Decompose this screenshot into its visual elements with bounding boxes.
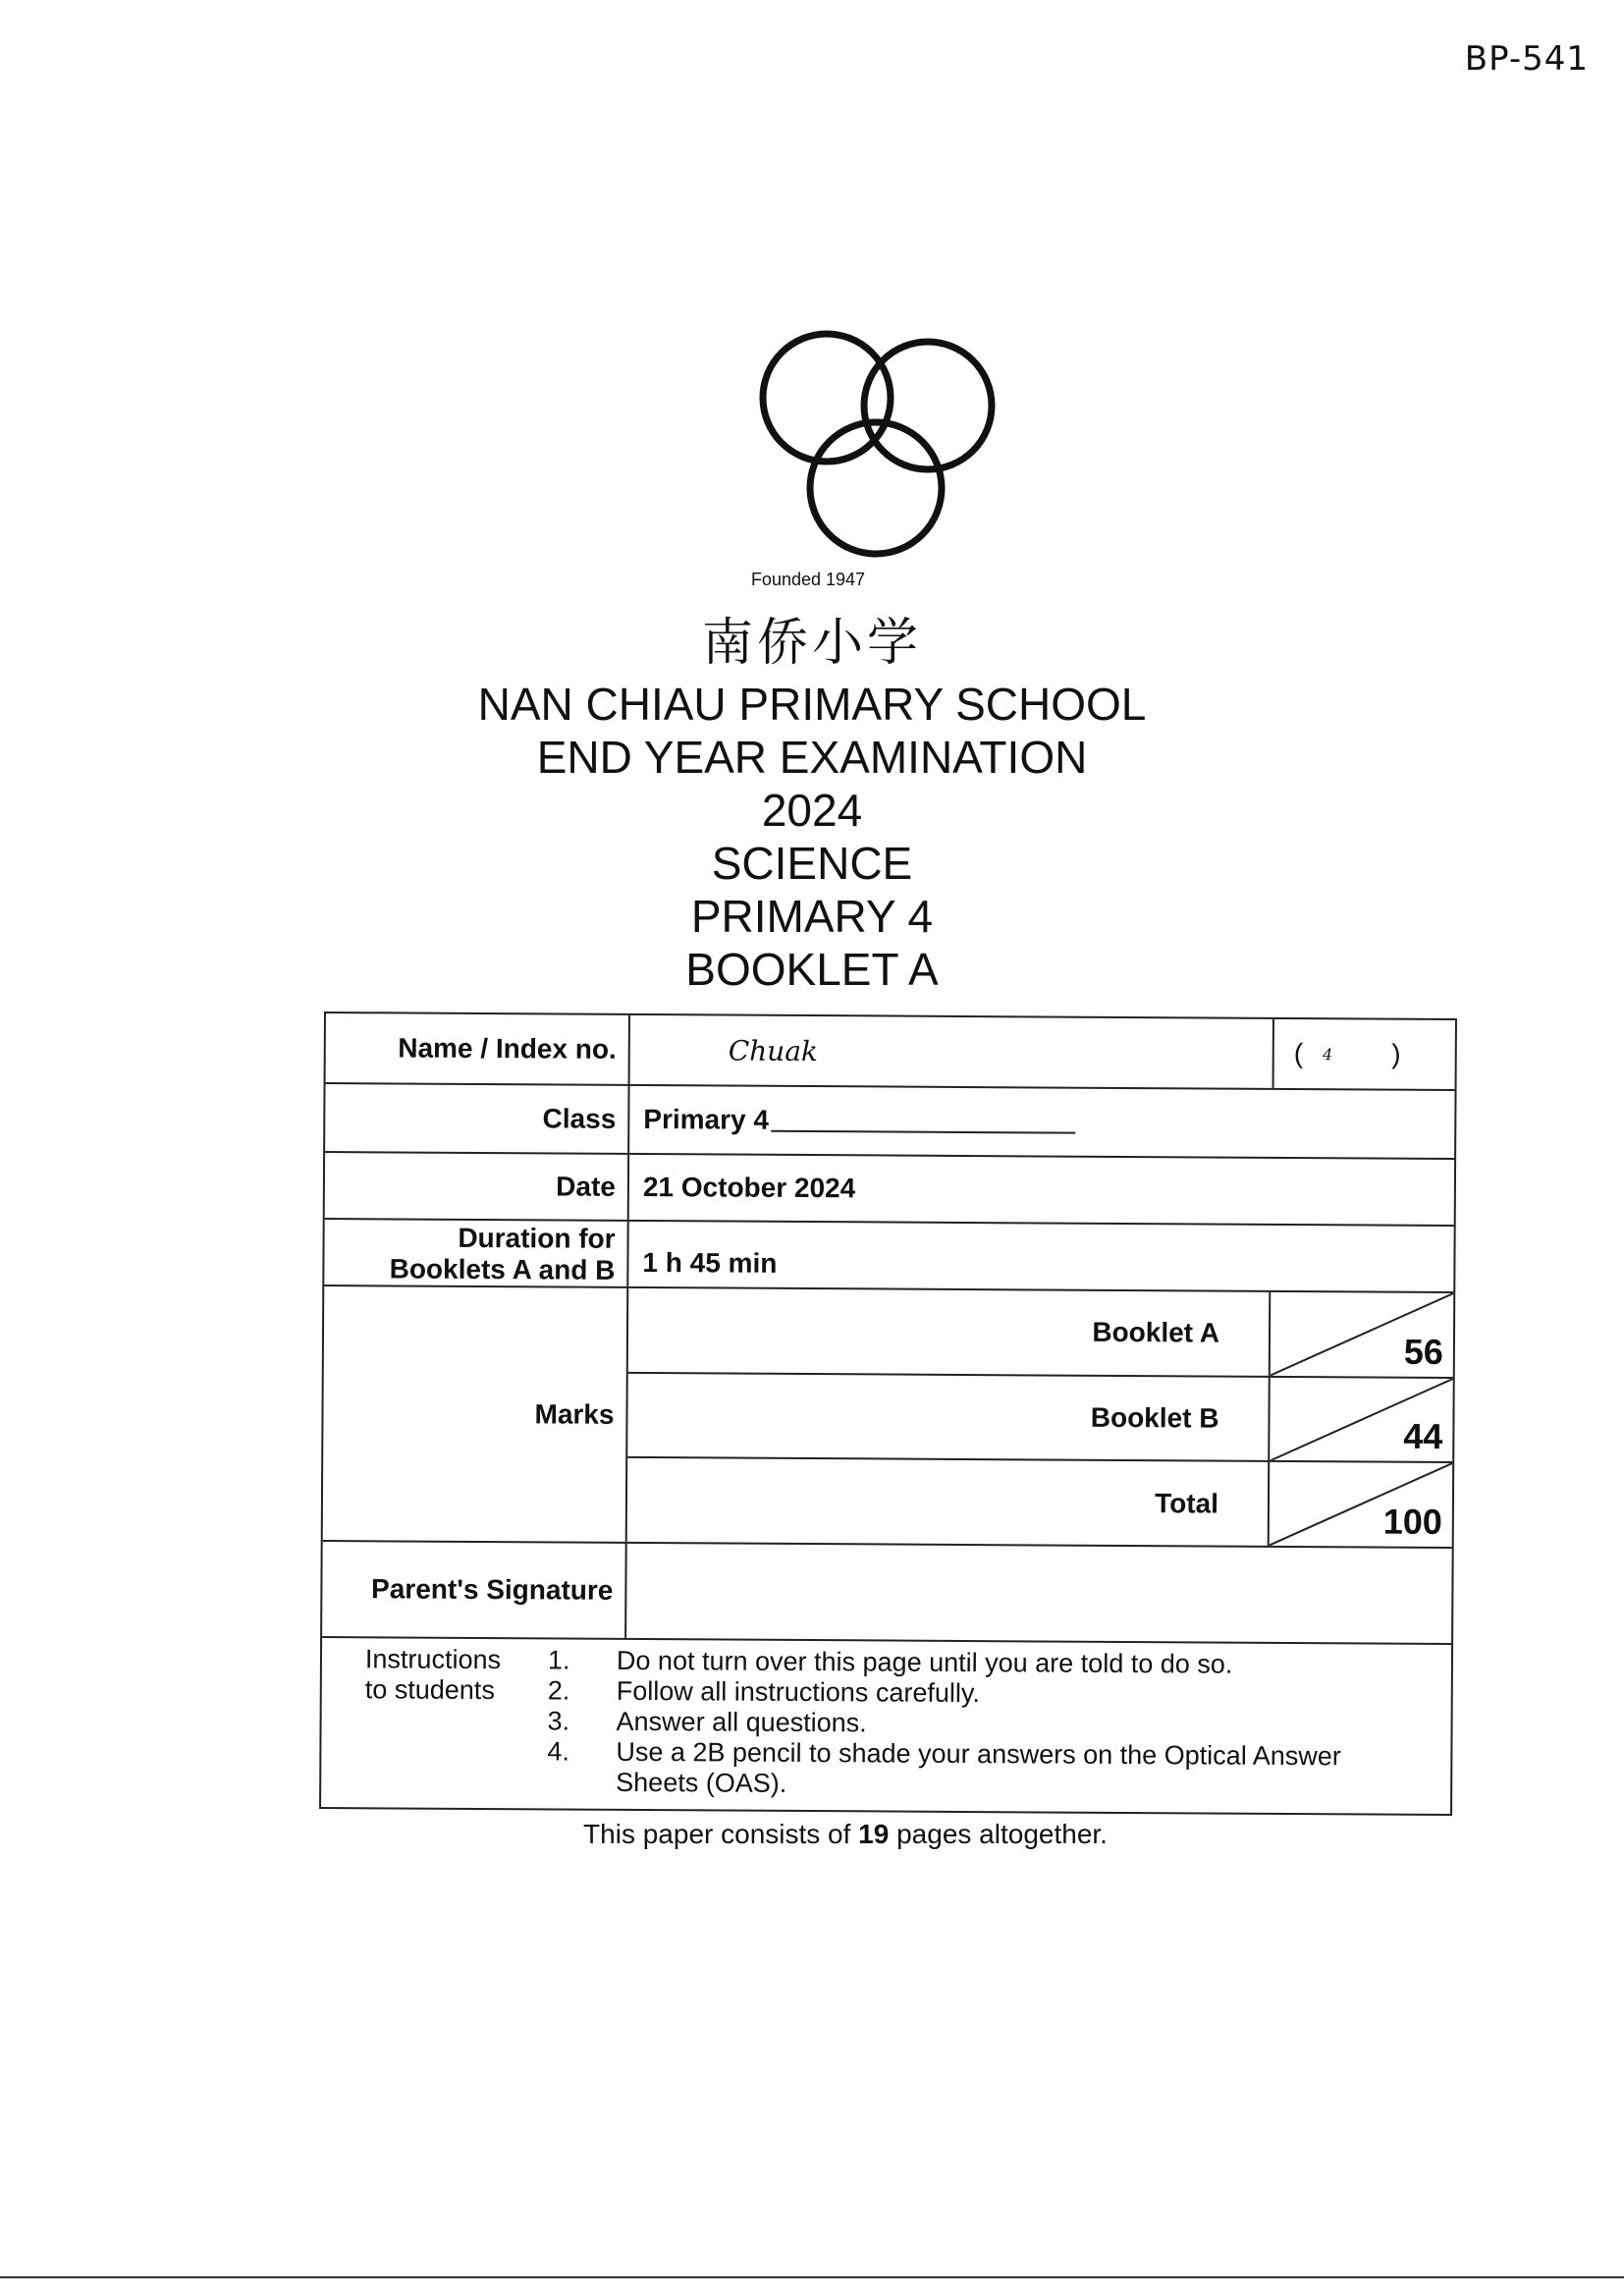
instruction-text: Use a 2B pencil to shade your answers on the Optical Answer Sheets (OAS). bbox=[616, 1736, 1341, 1798]
marks-label: Marks bbox=[323, 1286, 629, 1542]
marks-total-row bbox=[627, 1458, 1453, 1547]
name-value: Chuak bbox=[728, 1034, 819, 1067]
school-logo bbox=[746, 324, 1011, 570]
date-label: Date bbox=[325, 1153, 629, 1220]
page-count-note bbox=[33, 1819, 1624, 1850]
booklet: BOOKLET A bbox=[685, 944, 939, 995]
index-value: 4 bbox=[1323, 1044, 1333, 1064]
marks-booklet-a-value: 56 bbox=[1403, 1331, 1444, 1372]
exam-year: 2024 bbox=[761, 785, 863, 836]
class-underline bbox=[771, 1109, 1075, 1134]
index-close: ) bbox=[1391, 1038, 1401, 1069]
page-code: BP-541 bbox=[1464, 39, 1589, 79]
instruction-text: Follow all instructions carefully. bbox=[616, 1675, 981, 1709]
marks-booklet-a-label: Booklet A bbox=[1092, 1317, 1220, 1348]
instruction-number: 2. bbox=[547, 1675, 570, 1706]
marks-booklet-b-value: 44 bbox=[1403, 1416, 1443, 1457]
exam-heading bbox=[0, 678, 1624, 996]
class-field[interactable] bbox=[629, 1086, 1454, 1158]
founded-year: Founded 1947 bbox=[750, 570, 866, 589]
index-open: ( bbox=[1293, 1038, 1304, 1069]
instruction-item bbox=[547, 1736, 1421, 1802]
duration-label-line1: Duration for bbox=[458, 1222, 616, 1254]
signature-row bbox=[322, 1542, 1452, 1645]
class-label: Class bbox=[325, 1084, 629, 1153]
bottom-rule bbox=[0, 2276, 1624, 2278]
name-label: Name / Index no. bbox=[326, 1013, 630, 1084]
duration-label-line2: Booklets A and B bbox=[389, 1253, 616, 1285]
signature-label: Parent's Signature bbox=[322, 1542, 627, 1638]
instructions-heading-line1: Instructions bbox=[364, 1644, 502, 1675]
marks-booklet-b-box[interactable] bbox=[1268, 1378, 1453, 1462]
marks-total-label: Total bbox=[1155, 1487, 1219, 1519]
instruction-number: 4. bbox=[547, 1736, 570, 1767]
marks-booklet-b-label: Booklet B bbox=[1090, 1401, 1219, 1434]
duration-label bbox=[324, 1220, 628, 1286]
name-row bbox=[326, 1013, 1455, 1091]
marks-table bbox=[627, 1288, 1454, 1547]
instruction-number: 3. bbox=[547, 1706, 570, 1736]
marks-total-box[interactable] bbox=[1268, 1462, 1453, 1547]
instruction-number: 1. bbox=[547, 1645, 570, 1675]
marks-booklet-b-row bbox=[627, 1374, 1453, 1464]
date-row bbox=[325, 1153, 1454, 1227]
class-row bbox=[325, 1084, 1454, 1160]
instructions-heading bbox=[365, 1644, 501, 1706]
duration-value: 1 h 45 min bbox=[642, 1246, 778, 1279]
class-value: Primary 4 bbox=[643, 1103, 770, 1135]
subject: SCIENCE bbox=[711, 838, 913, 889]
page-count: 19 bbox=[858, 1819, 890, 1849]
page-count-post: pages altogether. bbox=[889, 1819, 1108, 1849]
instructions-block bbox=[321, 1638, 1451, 1814]
date-value: 21 October 2024 bbox=[642, 1171, 856, 1204]
marks-booklet-a-row bbox=[628, 1288, 1454, 1379]
instructions-list bbox=[547, 1645, 1422, 1802]
marks-booklet-a-box[interactable] bbox=[1269, 1292, 1454, 1377]
school-name-chinese: 南侨小学 bbox=[701, 614, 922, 673]
page-count-pre: This paper consists of bbox=[583, 1819, 859, 1849]
name-field[interactable] bbox=[630, 1015, 1455, 1089]
duration-row bbox=[324, 1220, 1453, 1293]
school-name: NAN CHIAU PRIMARY SCHOOL bbox=[477, 679, 1147, 730]
marks-total-value: 100 bbox=[1382, 1501, 1442, 1542]
level: PRIMARY 4 bbox=[690, 891, 934, 942]
instruction-text: Do not turn over this page until you are told to do so. bbox=[616, 1645, 1233, 1679]
instruction-text: Answer all questions. bbox=[616, 1706, 867, 1738]
marks-row bbox=[323, 1286, 1454, 1549]
index-field[interactable] bbox=[1272, 1019, 1455, 1089]
exam-title: END YEAR EXAMINATION bbox=[536, 732, 1088, 783]
signature-field[interactable] bbox=[626, 1544, 1452, 1643]
instructions-heading-line2: to students bbox=[364, 1674, 495, 1706]
student-info-form bbox=[319, 1011, 1457, 1816]
